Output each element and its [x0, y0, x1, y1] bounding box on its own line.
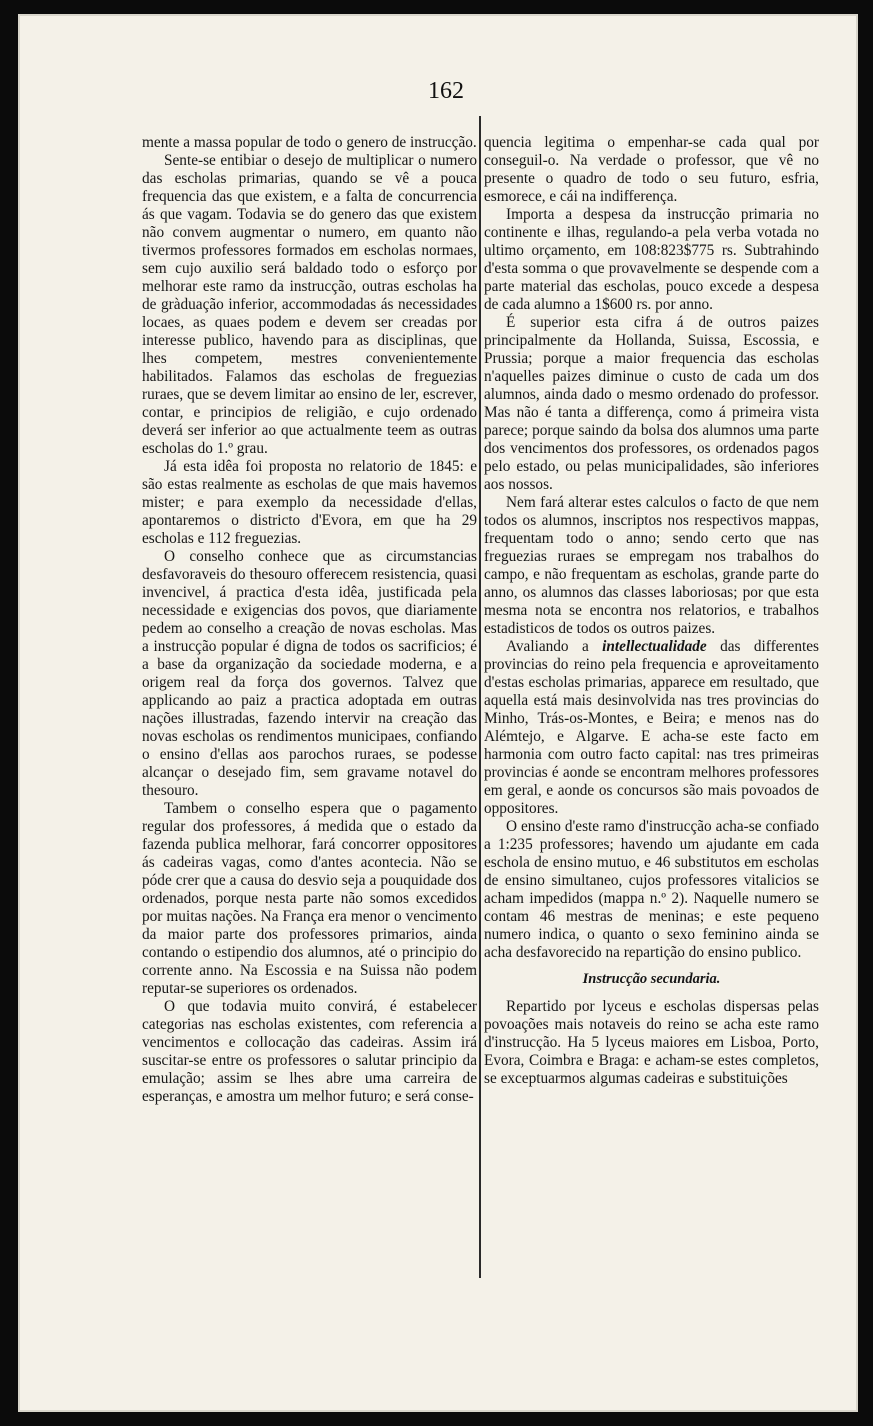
paragraph: Já esta idêa foi proposta no relatorio de 1845: e são estas realmente as escholas de que mais havemos mister; e para exemplo da necessidade d'ellas, apontaremos o districto d'Evora, em que ha 29 escholas e 112 freguezias.	[142, 458, 477, 547]
paragraph: Repartido por lyceus e escholas dispersas pelas povoações mais notaveis do reino se acha este ramo d'instrucção. Ha 5 lyceus maiores em Lisboa, Porto, Evora, Coimbra e Braga: e acham-se estes completos, se exceptuarmos algumas cadeiras e substituições	[484, 998, 819, 1087]
page-number: 162	[428, 78, 464, 104]
paragraph: O que todavia muito convirá, é estabelecer categorias nas escholas existentes, com referencia a vencimentos e collocação das cadeiras. Assim irá suscitar-se entre os professores o salutar principio da emulação; assim se lhes abre uma carreira de esperanças, e amostra um melhor futuro; e será conse-	[142, 998, 477, 1105]
paragraph: quencia legitima o empenhar-se cada qual por conseguil-o. Na verdade o professor, que vê no presente o quadro de todo o seu futuro, esfria, esmorece, e cái na indifferença.	[484, 134, 819, 205]
paragraph: É superior esta cifra á de outros paizes principalmente da Hollanda, Suissa, Escossia, e Prussia; porque a maior frequencia das escholas n'aquelles paizes diminue o custo de cada um dos alumnos, ainda dado o mesmo ordenado do professor. Mas não é tanta a differença, como á primeira vista parece; porque saindo da bolsa dos alumnos uma parte dos vencimentos dos professores, os ordenados pagos pelo estado, ou pelas municipalidades, são inferiores aos nossos.	[484, 314, 819, 493]
paragraph: Importa a despesa da instrucção primaria no continente e ilhas, regulando-a pela verba votada no ultimo orçamento, em 108:823$775 rs. Subtrahindo d'esta somma o que provavelmente se despende com a parte material das escholas, pouco excede a despesa de cada alumno a 1$600 rs. por anno.	[484, 206, 819, 313]
paragraph: O ensino d'este ramo d'instrucção acha-se confiado a 1:235 professores; havendo um ajudante em cada eschola de ensino mutuo, e 46 substitutos em escholas de ensino simultaneo, cujos professores vitalicios se acham impedidos (mappa n.º 2). Naquelle numero se contam 46 mestras de meninas; e este pequeno numero indica, o quanto o sexo feminino ainda se acha desfavorecido na repartição do ensino publico.	[484, 818, 819, 961]
left-column	[142, 134, 477, 1106]
paragraph: Tambem o conselho espera que o pagamento regular dos professores, á medida que o estado da fazenda publica melhorar, fará concorrer oppositores ás cadeiras vagas, como d'antes acontecia. Não se póde crer que a causa do desvio seja a pouquidade dos ordenados, porque nesta parte não somos excedidos por muitas nações. Na França era menor o vencimento da maior parte dos professores primarios, ainda contando o estipendio dos alumnos, até o principio do corrente anno. Na Escossia e na Suissa não podem reputar-se superiores os ordenados.	[142, 800, 477, 997]
paragraph: O conselho conhece que as circumstancias desfavoraveis do thesouro offerecem resistencia, quasi invencivel, á practica d'esta idêa, justificada pela necessidade e exigencias dos povos, que diariamente pedem ao conselho a creação de novas escholas. Mas a instrucção popular é digna de todos os sacrificios; é a base da organização da sociedade moderna, e a origem real da força dos governos. Talvez que applicando ao paiz a practica adoptada em outras nações illustradas, fazendo intervir na creação das novas escholas os rendimentos municipaes, confiando o ensino d'ellas aos parochos ruraes, se podesse alcançar o desejado fim, sem gravame notavel do thesouro.	[142, 548, 477, 799]
section-heading: Instrucção secundaria.	[582, 971, 721, 987]
paragraph: Nem fará alterar estes calculos o facto de que nem todos os alumnos, inscriptos nos respectivos mappas, frequentam todo o anno; sendo certo que nas freguezias ruraes se empregam nos trabalhos do campo, e não frequentam as escholas, grande parte do anno, os alumnos das classes laboriosas; por que esta mesma nota se encontra nos relatorios, e trabalhos estadisticos de todos os outros paizes.	[484, 494, 819, 637]
right-column	[484, 134, 819, 1088]
paragraph: mente a massa popular de todo o genero de instrucção.	[142, 134, 477, 151]
scanned-page	[18, 14, 858, 1412]
column-divider	[479, 116, 481, 1278]
text-run: Avaliando a	[506, 638, 603, 655]
emphasis: intellectualidade	[602, 638, 707, 655]
text-run: das differentes provincias do reino pela frequencia e aproveitamento d'estas escholas primarias, apparece em resultado, que aquella está mais desinvolvida nas tres provincias do Minho, Trás-os-Montes, e Beira; e menos nas do Alémtejo, e Algarve. E acha-se este facto em harmonia com outro facto capital: nas tres primeiras provincias é aonde se encontram melhores professores em geral, e aonde os concursos são mais povoados de oppositores.	[484, 638, 819, 817]
paragraph	[484, 638, 819, 818]
paragraph: Sente-se entibiar o desejo de multiplicar o numero das escholas primarias, quando se vê a pouca frequencia das que existem, e a falta de concurrencia ás que vagam. Todavia se do genero das que existem não convem augmentar o numero, em quanto não tivermos professores formados em escholas normaes, sem cujo auxilio será baldado todo o esforço por melhorar este ramo da instrucção, outras escholas ha de gràduação inferior, accommodadas ás necessidades locaes, as quaes podem e devem ser creadas por interesse publico, havendo para as disciplinas, que lhes competem, mestres convenientemente habilitados. Falamos das escholas de freguezias ruraes, que se devem limitar ao ensino de ler, escrever, contar, e principios de religião, e cujo ordenado deverá ser inferior ao que actualmente teem as outras escholas do 1.º grau.	[142, 152, 477, 457]
